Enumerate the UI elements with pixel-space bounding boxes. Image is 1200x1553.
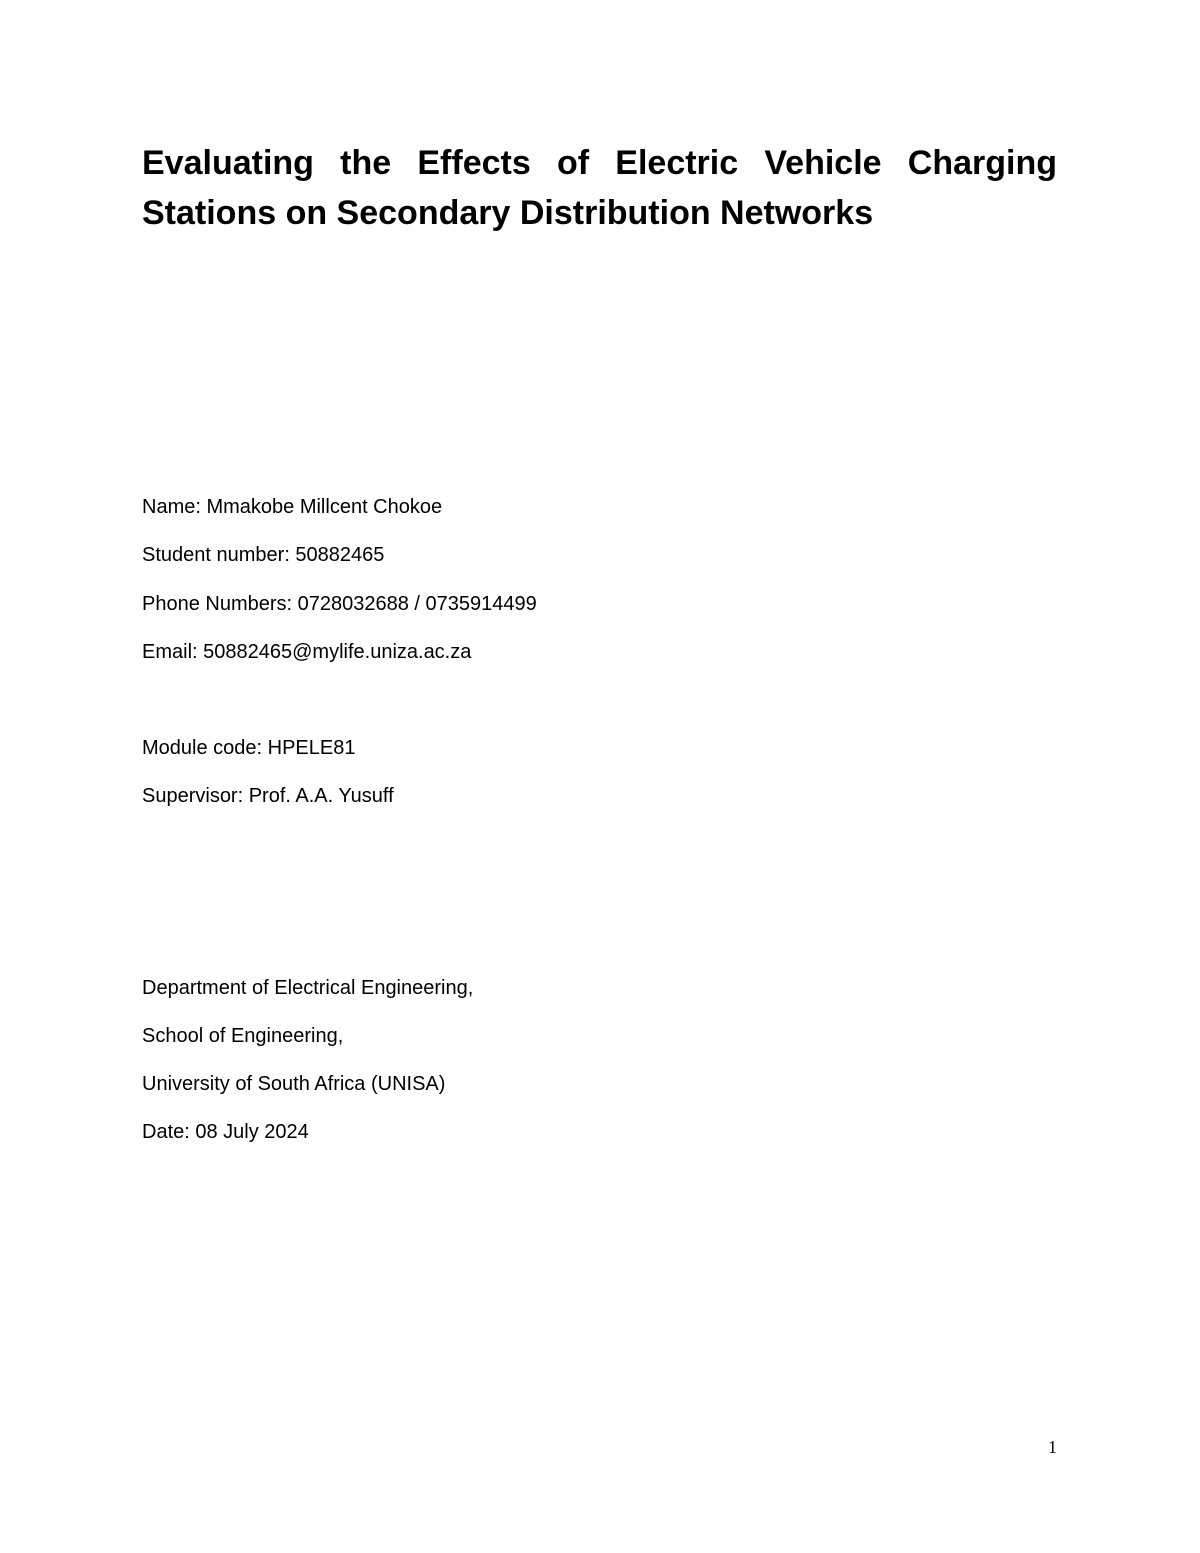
- student-number: Student number: 50882465: [142, 544, 385, 566]
- submission-date: Date: 08 July 2024: [142, 1121, 309, 1143]
- supervisor: Supervisor: Prof. A.A. Yusuff: [142, 785, 394, 807]
- phone-numbers: Phone Numbers: 0728032688 / 0735914499: [142, 593, 537, 615]
- department: Department of Electrical Engineering,: [142, 977, 474, 999]
- page-number: 1: [1048, 1437, 1057, 1457]
- student-name: Name: Mmakobe Millcent Chokoe: [142, 496, 443, 518]
- school: School of Engineering,: [142, 1025, 344, 1047]
- document-title: Evaluating the Effects of Electric Vehicle Charging Stations on Secondary Distribution Networks: [142, 144, 1057, 232]
- university: University of South Africa (UNISA): [142, 1073, 446, 1095]
- module-code: Module code: HPELE81: [142, 737, 356, 759]
- email-address: Email: 50882465@mylife.uniza.ac.za: [142, 641, 472, 663]
